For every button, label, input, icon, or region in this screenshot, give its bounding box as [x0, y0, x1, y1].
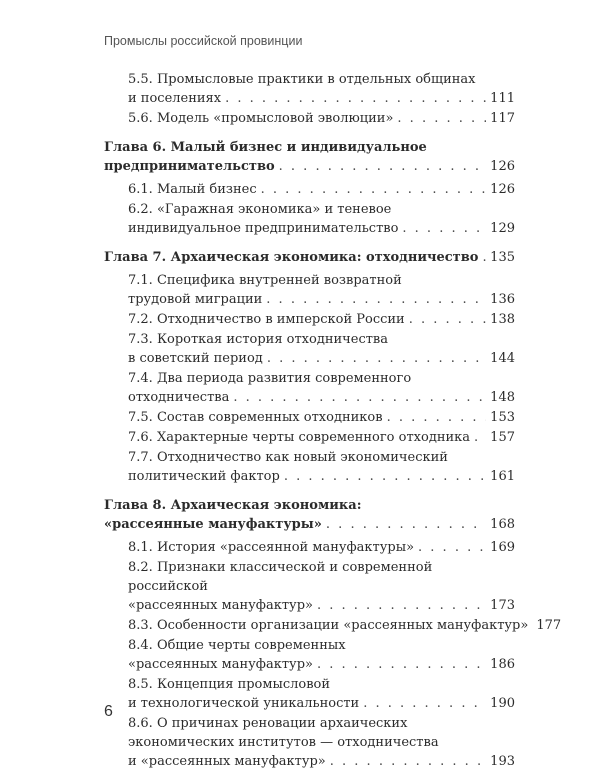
page-number: 6: [104, 703, 113, 720]
toc-entry-final-line: [128, 616, 562, 635]
toc-entry-line: 5.5. Промысловые практики в отдельных общинах: [128, 72, 476, 87]
toc-page-number: 193: [490, 754, 515, 769]
toc-chapter-entry: [104, 248, 515, 267]
toc-entry-title: 7.5. Состав современных отходников: [128, 410, 383, 425]
toc-entry-title: 6.1. Малый бизнес: [128, 182, 257, 197]
toc-entry-line: 6.2. «Гаражная экономика» и теневое: [128, 202, 392, 217]
toc-page-number: 168: [490, 517, 515, 532]
toc-page-number: 157: [490, 430, 515, 445]
toc-page-number: 135: [490, 250, 515, 265]
toc-chapter-entry: [104, 138, 515, 176]
toc-entry-title: индивидуальное предпринимательство: [128, 221, 399, 236]
toc-entry-title: 8.3. Особенности организации «рассеянных мануфактур»: [128, 618, 529, 633]
toc-entry-final-line: [128, 109, 515, 128]
toc-entry-line: 8.4. Общие черты современных: [128, 638, 346, 653]
dot-leader: [397, 109, 486, 128]
toc-entry-final-line: [128, 310, 515, 329]
toc-page-number: 117: [490, 111, 515, 126]
dot-leader: [225, 89, 486, 108]
toc-section-entry: [128, 330, 515, 368]
toc-entry-final-line: [128, 388, 515, 407]
toc-page-number: 153: [490, 410, 515, 425]
toc-section-entry: [128, 70, 515, 108]
toc-page-number: 138: [490, 312, 515, 327]
toc-entry-final-line: [104, 157, 515, 176]
toc-entry-final-line: [128, 89, 515, 108]
toc-entry-final-line: [128, 655, 515, 674]
toc-page-number: 126: [490, 159, 515, 174]
toc-entry-line: Глава 8. Архаическая экономика:: [104, 498, 362, 513]
dot-leader: [418, 538, 486, 557]
dot-leader: [284, 467, 486, 486]
toc-section-entry: [128, 109, 515, 128]
toc-entry-line: 8.5. Концепция промысловой: [128, 677, 331, 692]
toc-page-number: 169: [490, 540, 515, 555]
toc-section-entry: [128, 180, 515, 199]
toc-entry-final-line: [128, 752, 515, 771]
toc-entry-final-line: [104, 515, 515, 534]
toc-entry-final-line: [128, 180, 515, 199]
toc-section-entry: [128, 714, 515, 771]
dot-leader: [233, 388, 486, 407]
toc-section-entry: [128, 636, 515, 674]
toc-section-entry: [128, 616, 562, 635]
toc-entry-title: и «рассеянных мануфактур»: [128, 754, 326, 769]
toc-entry-final-line: [128, 290, 515, 309]
toc-entry-line: 7.7. Отходничество как новый экономический: [128, 450, 448, 465]
toc-page-number: 173: [490, 598, 515, 613]
toc-section-entry: [128, 675, 515, 713]
toc-entry-final-line: [128, 467, 515, 486]
toc-entry-final-line: [128, 538, 515, 557]
toc-page-number: 126: [490, 182, 515, 197]
toc-page-number: 177: [536, 618, 562, 633]
toc-section-entry: [128, 538, 515, 557]
dot-leader: [267, 349, 486, 368]
toc-page-number: 148: [490, 390, 515, 405]
running-title: Промыслы российской провинции: [104, 34, 303, 48]
toc-entry-title: и технологической уникальности: [128, 696, 360, 711]
toc-section-entry: [128, 408, 515, 427]
dot-leader: [317, 655, 486, 674]
dot-leader: [317, 596, 486, 615]
dot-leader: [330, 752, 486, 771]
toc-entry-line: 8.6. О причинах реновации архаических: [128, 716, 408, 731]
dot-leader: [326, 515, 486, 534]
dot-leader: [363, 694, 486, 713]
toc-entry-final-line: [128, 596, 515, 615]
toc-entry-line: Глава 6. Малый бизнес и индивидуальное: [104, 140, 427, 155]
toc-entry-title: в советский период: [128, 351, 263, 366]
toc-page-number: 111: [490, 91, 515, 106]
toc-entry-line: 7.4. Два периода развития современного: [128, 371, 412, 386]
toc-chapter-entry: [104, 496, 515, 534]
toc-entry-title: и поселениях: [128, 91, 222, 106]
toc-entry-title: «рассеянных мануфактур»: [128, 657, 313, 672]
toc-entry-title: 7.6. Характерные черты современного отходника: [128, 430, 471, 445]
toc-entry-final-line: [104, 248, 515, 267]
dot-leader: [474, 428, 486, 447]
dot-leader: [482, 248, 486, 267]
toc-entry-final-line: [128, 428, 515, 447]
toc-page-number: 136: [490, 292, 515, 307]
dot-leader: [266, 290, 486, 309]
toc-section-entry: [128, 369, 515, 407]
toc-entry-title: «рассеянных мануфактур»: [128, 598, 313, 613]
toc-entry-title: Глава 7. Архаическая экономика: отходничество: [104, 250, 479, 265]
toc-section-entry: [128, 310, 515, 329]
toc-entry-line: 7.1. Специфика внутренней возвратной: [128, 273, 402, 288]
toc-entry-title: предпринимательство: [104, 159, 275, 174]
toc-entry-line: экономических институтов — отходничества: [128, 735, 439, 750]
dot-leader: [261, 180, 487, 199]
toc-page-number: 190: [490, 696, 515, 711]
toc-entry-final-line: [128, 694, 515, 713]
toc-entry-title: трудовой миграции: [128, 292, 263, 307]
toc-entry-line: 8.2. Признаки классической и современной российской: [128, 560, 433, 594]
toc-entry-title: отходничества: [128, 390, 230, 405]
toc-page-number: 186: [490, 657, 515, 672]
toc-entry-final-line: [128, 408, 515, 427]
toc-section-entry: [128, 448, 515, 486]
dot-leader: [402, 219, 486, 238]
toc-entry-title: политический фактор: [128, 469, 280, 484]
toc-page-number: 144: [490, 351, 515, 366]
toc-section-entry: [128, 271, 515, 309]
toc-entry-title: 7.2. Отходничество в имперской России: [128, 312, 405, 327]
table-of-contents: [104, 70, 562, 771]
toc-entry-title: «рассеянные мануфактуры»: [104, 517, 322, 532]
dot-leader: [387, 408, 487, 427]
toc-page-number: 129: [490, 221, 515, 236]
toc-page-number: 161: [490, 469, 515, 484]
toc-section-entry: [128, 558, 515, 615]
toc-section-entry: [128, 428, 515, 447]
toc-entry-line: 7.3. Короткая история отходничества: [128, 332, 388, 347]
dot-leader: [409, 310, 486, 329]
toc-entry-final-line: [128, 349, 515, 368]
dot-leader: [279, 157, 487, 176]
toc-entry-title: 8.1. История «рассеянной мануфактуры»: [128, 540, 415, 555]
toc-entry-final-line: [128, 219, 515, 238]
toc-section-entry: [128, 200, 515, 238]
toc-entry-title: 5.6. Модель «промысловой эволюции»: [128, 111, 394, 126]
